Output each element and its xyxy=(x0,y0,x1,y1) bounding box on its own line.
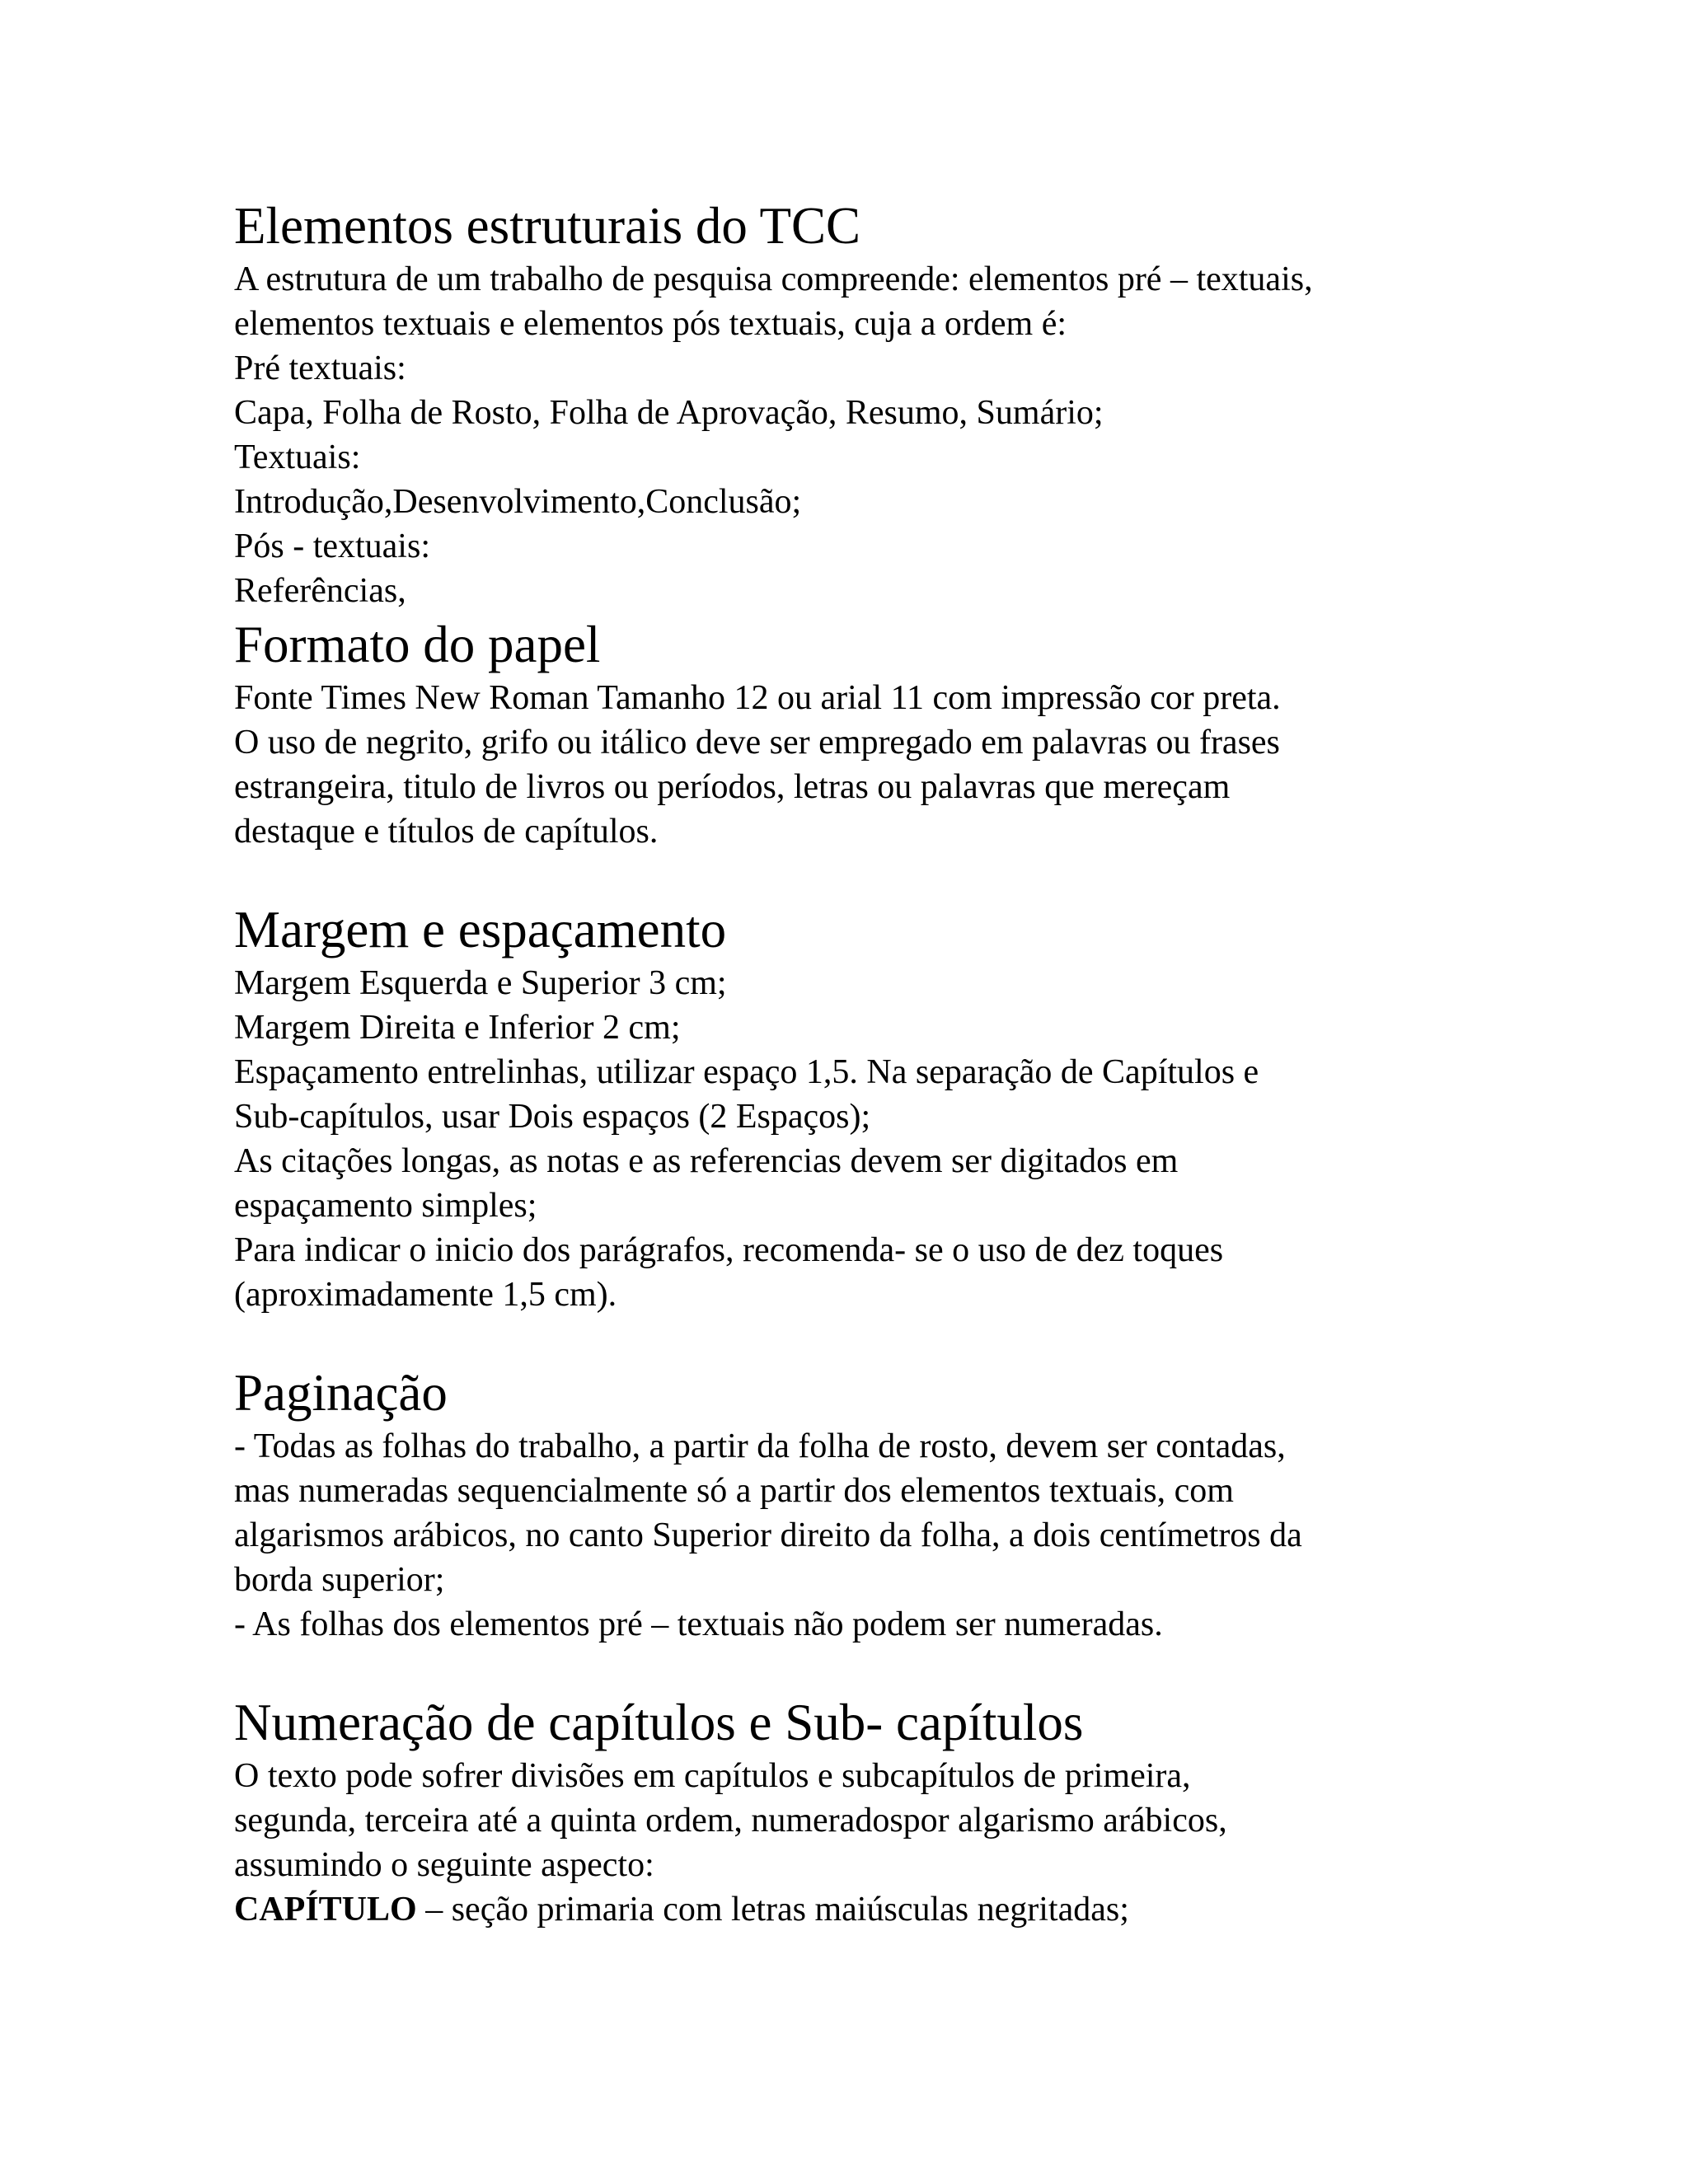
text-line: Referências, xyxy=(234,572,406,610)
spacer xyxy=(234,854,1487,898)
text-line: segunda, terceira até a quinta ordem, numeradospor algarismo arábicos, xyxy=(234,1802,1227,1840)
text-line: A estrutura de um trabalho de pesquisa compreende: elementos pré – textuais, xyxy=(234,260,1313,298)
spacer xyxy=(234,1647,1487,1691)
text-line-capitulo xyxy=(234,1887,1487,1932)
text-line: mas numeradas sequencialmente só a partir dos elementos textuais, com xyxy=(234,1472,1234,1510)
text-line: Margem Direita e Inferior 2 cm; xyxy=(234,1009,681,1047)
section-heading-elementos: Elementos estruturais do TCC xyxy=(234,197,860,255)
document-page xyxy=(234,194,1487,1932)
text-line: destaque e títulos de capítulos. xyxy=(234,813,659,851)
text-line: - As folhas dos elementos pré – textuais não podem ser numeradas. xyxy=(234,1605,1163,1643)
section-heading-formato: Formato do papel xyxy=(234,616,601,673)
text-line: Sub-capítulos, usar Dois espaços (2 Espaços); xyxy=(234,1098,871,1136)
text-line: As citações longas, as notas e as referencias devem ser digitados em xyxy=(234,1142,1179,1180)
text-line: Fonte Times New Roman Tamanho 12 ou arial 11 com impressão cor preta. xyxy=(234,679,1281,717)
text-line: Pós - textuais: xyxy=(234,527,430,565)
text-line: borda superior; xyxy=(234,1561,445,1599)
text-line: Espaçamento entrelinhas, utilizar espaço 1,5. Na separação de Capítulos e xyxy=(234,1053,1259,1091)
bold-term-capitulo: CAPÍTULO xyxy=(234,1891,417,1929)
text-line: Para indicar o inicio dos parágrafos, recomenda- se o uso de dez toques xyxy=(234,1231,1224,1269)
text-line: O texto pode sofrer divisões em capítulos e subcapítulos de primeira, xyxy=(234,1757,1191,1795)
text-line: O uso de negrito, grifo ou itálico deve ser empregado em palavras ou frases xyxy=(234,724,1280,762)
text-line: (aproximadamente 1,5 cm). xyxy=(234,1276,617,1314)
text-line: Capa, Folha de Rosto, Folha de Aprovação, Resumo, Sumário; xyxy=(234,394,1104,432)
section-heading-margem: Margem e espaçamento xyxy=(234,901,727,958)
capitulo-description: – seção primaria com letras maiúsculas negritadas; xyxy=(416,1891,1129,1929)
text-line: elementos textuais e elementos pós textuais, cuja a ordem é: xyxy=(234,305,1067,343)
spacer xyxy=(234,1317,1487,1361)
text-line: espaçamento simples; xyxy=(234,1187,537,1225)
text-line: Pré textuais: xyxy=(234,349,406,387)
text-line: estrangeira, titulo de livros ou períodos, letras ou palavras que mereçam xyxy=(234,768,1231,806)
text-line: Margem Esquerda e Superior 3 cm; xyxy=(234,964,727,1002)
section-heading-numeracao: Numeração de capítulos e Sub- capítulos xyxy=(234,1694,1084,1751)
text-line: Textuais: xyxy=(234,438,361,476)
section-heading-paginacao: Paginação xyxy=(234,1364,448,1422)
text-line: algarismos arábicos, no canto Superior direito da folha, a dois centímetros da xyxy=(234,1516,1302,1554)
text-line: Introdução,Desenvolvimento,Conclusão; xyxy=(234,483,802,521)
text-line: - Todas as folhas do trabalho, a partir da folha de rosto, devem ser contadas, xyxy=(234,1427,1286,1465)
text-line: assumindo o seguinte aspecto: xyxy=(234,1846,654,1884)
